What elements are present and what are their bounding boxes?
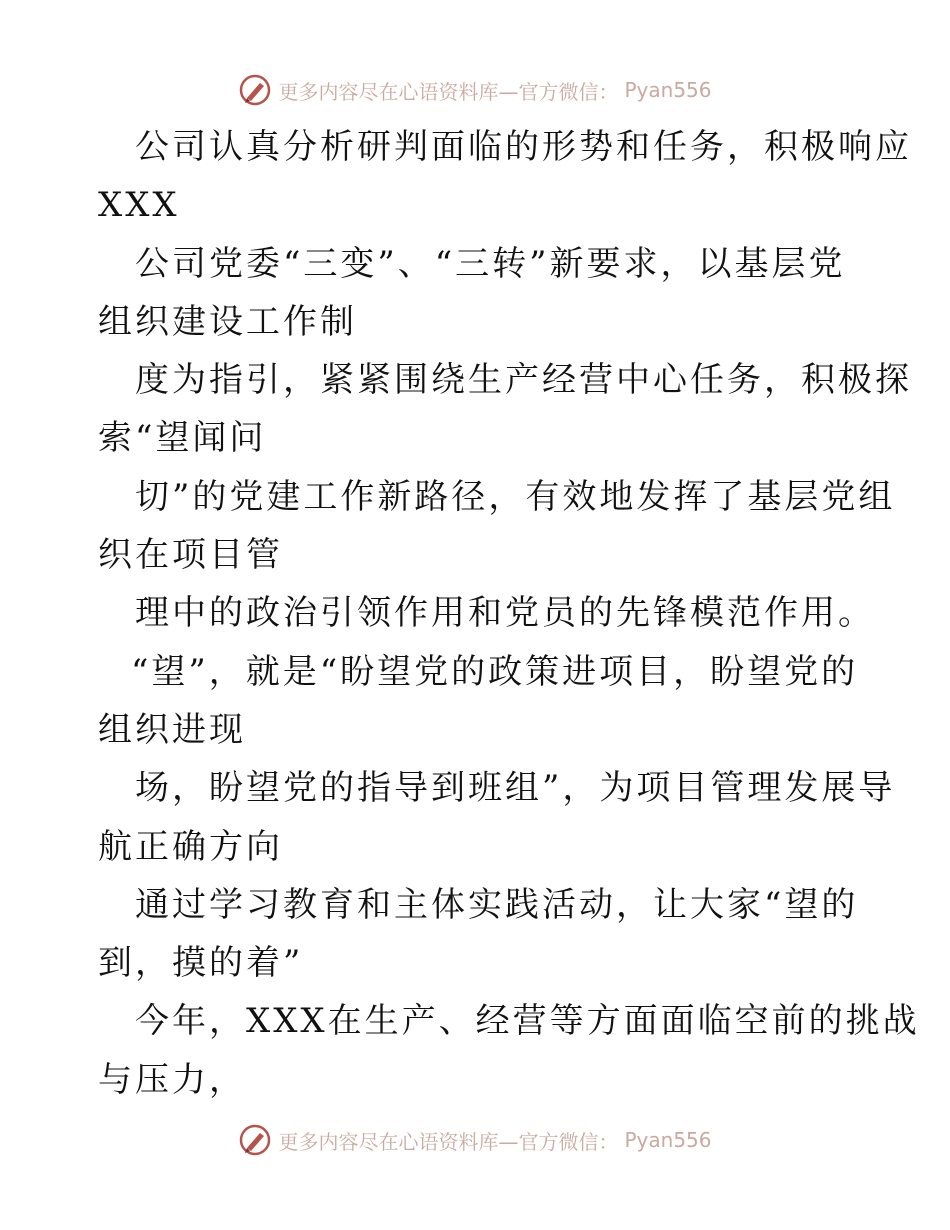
watermark-wechat-id: Pyan556 (624, 1128, 712, 1152)
paragraph-line: 今年，XXX在生产、经营等方面面临空前的挑战 (135, 1001, 920, 1042)
paragraph-line: 场，盼望党的指导到班组”，为项目管理发展导 (135, 768, 896, 809)
paragraph-line: 公司党委“三变”、“三转”新要求，以基层党 (135, 243, 846, 284)
document-body (98, 118, 920, 1109)
paragraph-line: 通过学习教育和主体实践活动，让大家“望的 (135, 884, 859, 925)
paragraph-line: 织在项目管 (98, 535, 283, 576)
watermark-wechat-id: Pyan556 (624, 78, 712, 102)
paragraph-line: 理中的政治引领作用和党员的先锋模范作用。 (135, 593, 875, 634)
paragraph-line: 度为指引，紧紧围绕生产经营中心任务，积极探 (135, 360, 912, 401)
paragraph-line: 组织进现 (98, 709, 246, 750)
paragraph-line: 与压力， (98, 1059, 246, 1100)
pen-logo-icon (238, 73, 272, 107)
watermark-text: 更多内容尽在心语资料库—官方微信： (278, 1129, 619, 1154)
paragraph-line: 切”的党建工作新路径，有效地发挥了基层党组 (135, 476, 896, 517)
watermark-text: 更多内容尽在心语资料库—官方微信： (278, 79, 619, 104)
paragraph-line: 到，摸的着” (98, 943, 304, 984)
paragraph-line: “望”，就是“盼望党的政策进项目，盼望党的 (131, 651, 859, 692)
footer-watermark (0, 1120, 950, 1160)
paragraph-line: 公司认真分析研判面临的形势和任务，积极响应 (135, 127, 912, 167)
paragraph-line: 组织建设工作制 (98, 301, 357, 342)
pen-logo-icon (238, 1123, 272, 1157)
paragraph-line: 航正确方向 (98, 826, 283, 867)
header-watermark (0, 70, 950, 110)
paragraph-line: 索“望闻问 (98, 418, 267, 459)
paragraph-line: XXX (98, 185, 180, 226)
